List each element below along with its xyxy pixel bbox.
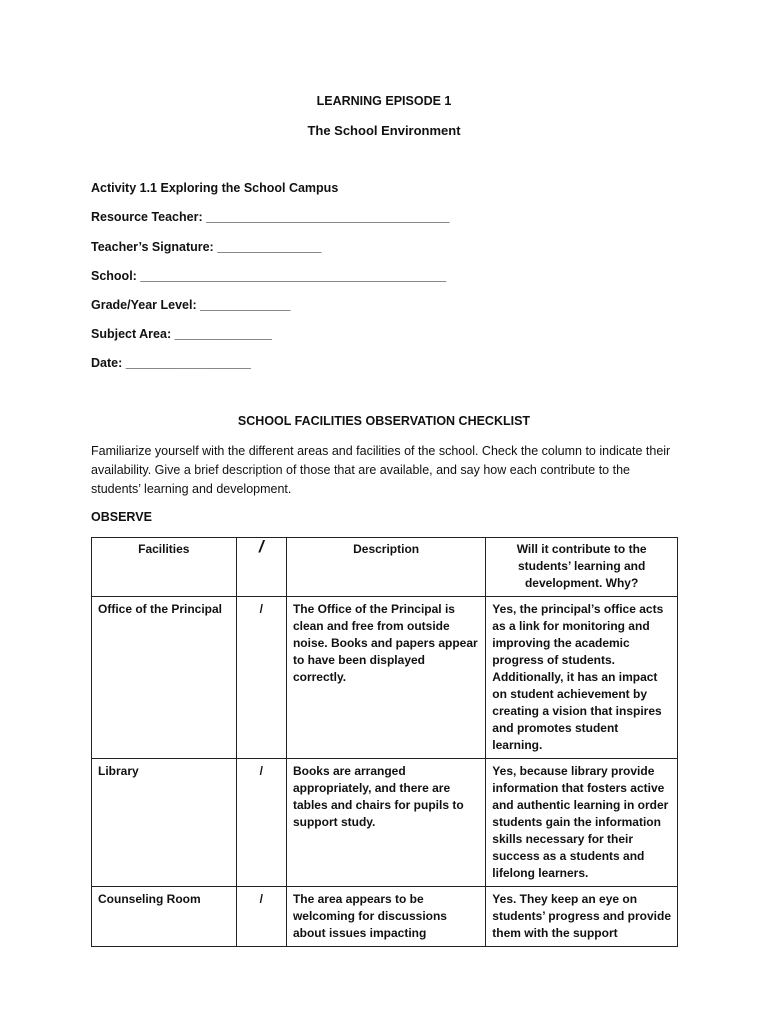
activity-title: Activity 1.1 Exploring the School Campus xyxy=(91,181,339,195)
checklist-title: SCHOOL FACILITIES OBSERVATION CHECKLIST xyxy=(237,414,531,428)
observe-label: OBSERVE xyxy=(91,510,152,524)
school-field: School: ____________________________________________ xyxy=(91,269,447,283)
date-field: Date: __________________ xyxy=(91,356,251,370)
table-row xyxy=(92,597,678,759)
description-cell: The Office of the Principal is clean and free from outside noise. Books and papers appear to have been displayed correctly. xyxy=(286,597,485,759)
description-cell: Books are arranged appropriately, and there are tables and chairs for pupils to support study. xyxy=(286,759,485,887)
teacher-signature-field: Teacher’s Signature: _______________ xyxy=(91,240,322,254)
contribution-cell: Yes, the principal’s office acts as a link for monitoring and improving the academic progress of students. Additionally, it has an impact on student achievement by creating a vision that inspires and promotes student learning. xyxy=(486,597,678,759)
table-row xyxy=(92,759,678,887)
check-cell: / xyxy=(236,597,286,759)
facility-cell: Library xyxy=(92,759,237,887)
column-header-contribution: Will it contribute to the students’ learning and development. Why? xyxy=(486,538,678,597)
checklist-instructions: Familiarize yourself with the different areas and facilities of the school. Check the column to indicate their availability. Give a brief description of those that are available, and say how each contribute to the students’ learning and development. xyxy=(91,444,671,496)
column-header-description: Description xyxy=(286,538,485,597)
episode-heading: LEARNING EPISODE 1 xyxy=(316,94,452,108)
contribution-cell: Yes, because library provide information that fosters active and authentic learning in order students gain the information skills necessary for their success as a students and lifelong learners. xyxy=(486,759,678,887)
column-header-check: / xyxy=(236,538,286,597)
facilities-checklist-table xyxy=(91,537,678,947)
column-header-facilities: Facilities xyxy=(92,538,237,597)
table-header-row xyxy=(92,538,678,597)
subject-area-field: Subject Area: ______________ xyxy=(91,327,272,341)
table-row xyxy=(92,887,678,947)
resource-teacher-field: Resource Teacher: ___________________________________ xyxy=(91,210,450,224)
facility-cell: Counseling Room xyxy=(92,887,237,947)
grade-year-level-field: Grade/Year Level: _____________ xyxy=(91,298,291,312)
episode-subtitle: The School Environment xyxy=(307,123,461,138)
contribution-cell: Yes. They keep an eye on students’ progress and provide them with the support xyxy=(486,887,678,947)
facility-cell: Office of the Principal xyxy=(92,597,237,759)
check-cell: / xyxy=(236,759,286,887)
description-cell: The area appears to be welcoming for discussions about issues impacting xyxy=(286,887,485,947)
check-cell: / xyxy=(236,887,286,947)
